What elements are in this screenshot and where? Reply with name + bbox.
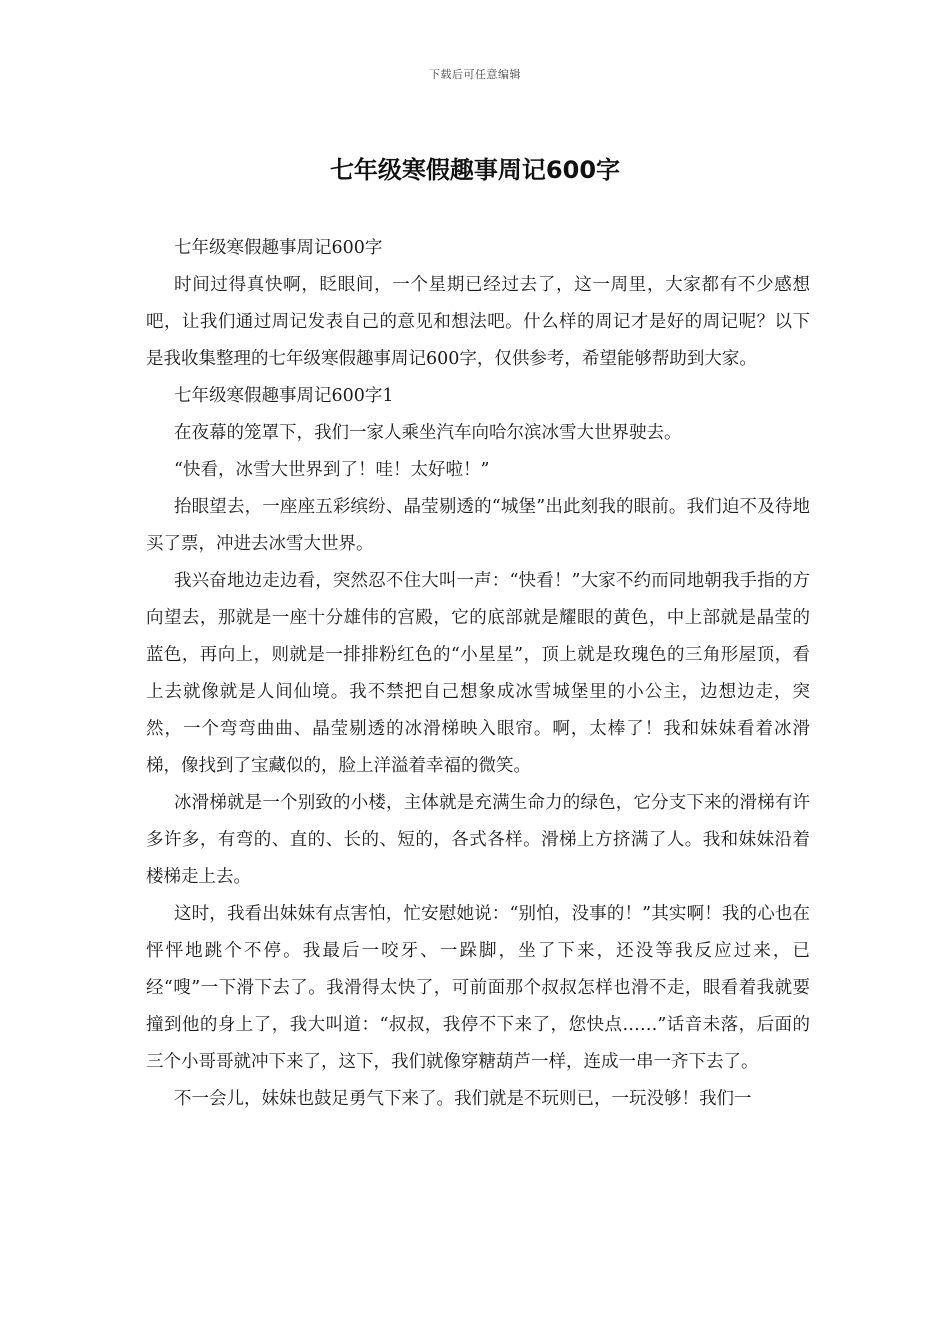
paragraph: “快看，冰雪大世界到了！哇！太好啦！” xyxy=(174,460,490,480)
document-title: 七年级寒假趣事周记600字 xyxy=(329,156,621,184)
paragraph-subtitle: 七年级寒假趣事周记600字 xyxy=(174,238,383,258)
paragraph: 冰滑梯就是一个别致的小楼，主体就是充满生命力的绿色，它分支下来的滑梯有许多许多，有弯的、直的、长的、短的，各式各样。滑梯上方挤满了人。我和妹妹沿着楼梯走上去。 xyxy=(146,793,810,887)
header-note: 下载后可任意编辑 xyxy=(429,68,521,81)
paragraph: 我兴奋地边走边看，突然忍不住大叫一声：“快看！”大家不约而同地朝我手指的方向望去，那就是一座十分雄伟的宫殿，它的底部就是耀眼的黄色，中上部就是晶莹的蓝色，再向上，则就是一排排粉红色的“小星星”，顶上就是玫瑰色的三角形屋顶，看上去就像就是人间仙境。我不禁把自己想象成冰雪城堡里的小公主，边想边走，突然，一个弯弯曲曲、晶莹剔透的冰滑梯映入眼帘。啊，太棒了！我和妹妹看着冰滑梯，像找到了宝藏似的，脸上洋溢着幸福的微笑。 xyxy=(146,571,810,776)
paragraph-intro: 时间过得真快啊，眨眼间，一个星期已经过去了，这一周里，大家都有不少感想吧，让我们通过周记发表自己的意见和想法吧。什么样的周记才是好的周记呢？以下是我收集整理的七年级寒假趣事周记600字，仅供参考，希望能够帮助到大家。 xyxy=(146,275,810,369)
paragraph-section-heading: 七年级寒假趣事周记600字1 xyxy=(174,386,394,406)
document-body xyxy=(146,230,810,1118)
paragraph: 这时，我看出妹妹有点害怕，忙安慰她说：“别怕，没事的！”其实啊！我的心也在怦怦地跳个不停。我最后一咬牙、一跺脚，坐了下来，还没等我反应过来，已经“嗖”一下滑下去了。我滑得太快了，可前面那个叔叔怎样也滑不走，眼看着我就要撞到他的身上了，我大叫道：“叔叔，我停不下来了，您快点……”话音未落，后面的三个小哥哥就冲下来了，这下，我们就像穿糖葫芦一样，连成一串一齐下去了。 xyxy=(146,904,810,1072)
paragraph: 不一会儿，妹妹也鼓足勇气下来了。我们就是不玩则已，一玩没够！我们一 xyxy=(174,1089,752,1109)
paragraph: 在夜幕的笼罩下，我们一家人乘坐汽车向哈尔滨冰雪大世界驶去。 xyxy=(174,423,682,443)
paragraph: 抬眼望去，一座座五彩缤纷、晶莹剔透的“城堡”出此刻我的眼前。我们迫不及待地买了票，冲进去冰雪大世界。 xyxy=(146,497,810,554)
